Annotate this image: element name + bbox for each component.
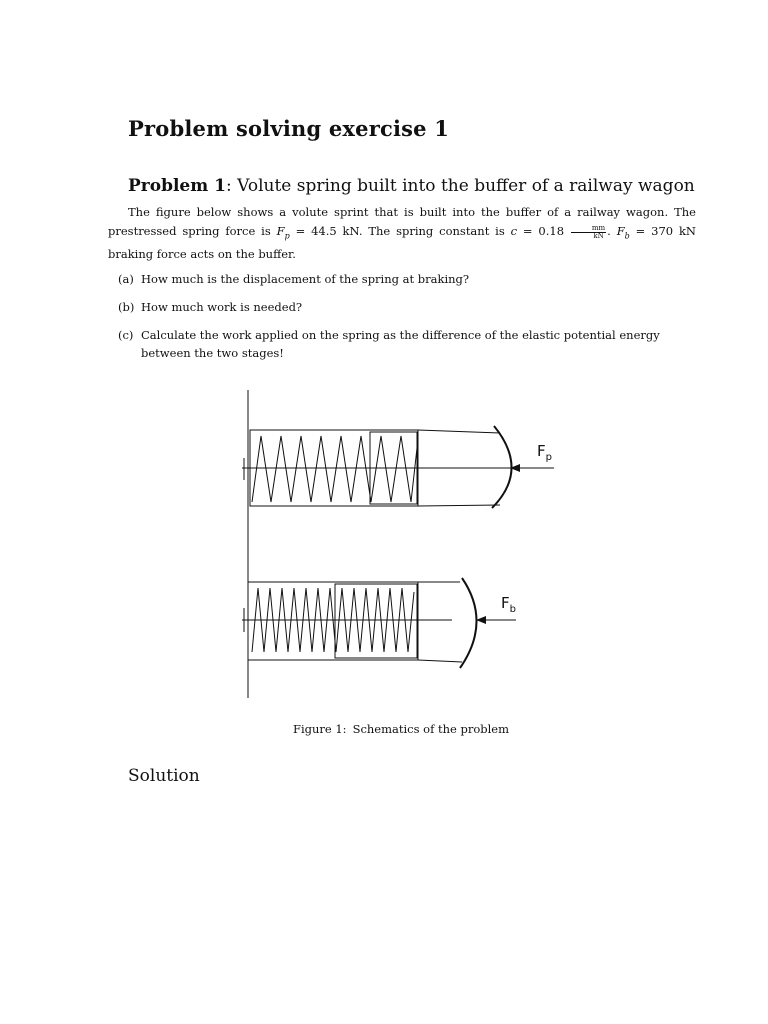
question-marker: (c) [118,328,134,342]
c-value: = 0.18 [517,223,570,238]
figure-caption [0,722,768,736]
fb-symbol: F [616,223,625,238]
fb-subscript: b [624,230,630,240]
bottom-spring-assembly [242,578,516,668]
fp-force-label: $F_p$ [537,442,552,463]
question-item [118,298,698,316]
c-symbol: c [510,223,518,238]
fp-symbol: F [276,223,285,238]
c-unit-num: mm [571,225,606,233]
question-text: How much is the displacement of the spring at braking? [141,272,470,286]
problem-label: Problem 1 [128,176,226,196]
caption-text: Schematics of the problem [352,722,510,736]
page-title: Problem solving exercise 1 [128,116,450,141]
top-housing-line-upper [418,430,500,433]
fp-subscript: p [284,230,290,240]
question-text: How much work is needed? [141,300,303,314]
problem-heading [128,176,695,196]
top-spring-coil [252,436,417,502]
question-marker: (a) [118,272,134,286]
problem-heading-text: : Volute spring built into the buffer of a railway wagon [225,176,695,196]
bottom-buffer-plate [460,578,477,668]
caption-number: Figure 1: [292,722,347,736]
problem-intro [108,203,696,264]
question-text: Calculate the work applied on the spring as the difference of the elastic potential energy between the two stages! [141,328,660,360]
intro-part2: . [607,223,617,238]
question-item [118,326,698,362]
c-unit-fraction [571,225,606,240]
top-buffer-plate [492,426,512,508]
fb-value: = 370 kN braking force acts on the buffer. [108,223,696,262]
spring-schematic [234,386,574,700]
c-unit-den: kN [593,231,604,240]
fb-force-label: $F_b$ [501,594,516,615]
question-list [118,270,698,372]
fp-value: = 44.5 kN. The spring constant is [289,223,511,238]
question-item [118,270,698,288]
top-housing-line-lower [418,505,500,506]
question-marker: (b) [118,300,135,314]
bottom-housing-line-lower [418,660,462,662]
spring-figure [234,386,574,700]
solution-heading: Solution [128,766,200,786]
intro-part1: The figure below shows a volute sprint that is built into the buffer of a railway wagon. The prestressed spring force is [108,205,696,238]
top-spring-assembly [242,426,554,508]
